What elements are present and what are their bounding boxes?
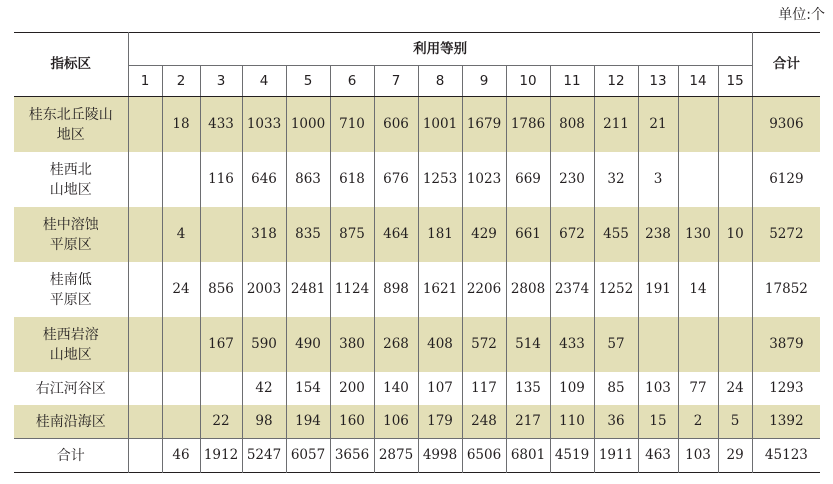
region-column-header: 指标区: [14, 33, 128, 97]
region-name-cell: [14, 439, 128, 473]
value-cell: [162, 317, 200, 372]
grade-header-10: 10: [506, 66, 550, 97]
value-cell: 140: [374, 372, 418, 405]
region-name-cell: [14, 97, 128, 153]
value-cell: [200, 207, 242, 262]
value-cell: 57: [594, 317, 638, 372]
value-cell: [718, 152, 752, 207]
value-cell: 107: [418, 372, 462, 405]
value-cell: [678, 317, 718, 372]
value-cell: 24: [162, 262, 200, 317]
region-name-cell: [14, 262, 128, 317]
grade-table: [14, 32, 820, 473]
grade-header-12: 12: [594, 66, 638, 97]
grade-header-7: 7: [374, 66, 418, 97]
region-name-line1: 合计: [56, 447, 85, 464]
value-cell: 2206: [462, 262, 506, 317]
value-cell: 1001: [418, 97, 462, 153]
value-cell: [128, 405, 162, 439]
value-cell: 898: [374, 262, 418, 317]
region-name-line2: 平原区: [49, 236, 92, 253]
value-cell: 661: [506, 207, 550, 262]
value-cell: 29: [718, 439, 752, 473]
region-name-cell: [14, 372, 128, 405]
value-cell: 672: [550, 207, 594, 262]
value-cell: 380: [330, 317, 374, 372]
value-cell: 103: [638, 372, 678, 405]
grade-header-1: 1: [128, 66, 162, 97]
value-cell: 160: [330, 405, 374, 439]
value-cell: 408: [418, 317, 462, 372]
value-cell: 135: [506, 372, 550, 405]
row-total-cell: 1392: [752, 405, 820, 439]
value-cell: 167: [200, 317, 242, 372]
grade-header-13: 13: [638, 66, 678, 97]
region-name-line1: 桂西北: [49, 161, 92, 178]
value-cell: 464: [374, 207, 418, 262]
value-cell: 32: [594, 152, 638, 207]
value-cell: 14: [678, 262, 718, 317]
value-cell: 109: [550, 372, 594, 405]
value-cell: 106: [374, 405, 418, 439]
value-cell: 18: [162, 97, 200, 153]
value-cell: 230: [550, 152, 594, 207]
value-cell: 2808: [506, 262, 550, 317]
region-name-line1: 桂西岩溶: [42, 326, 99, 343]
value-cell: 22: [200, 405, 242, 439]
value-cell: 5247: [242, 439, 286, 473]
value-cell: 433: [550, 317, 594, 372]
value-cell: 194: [286, 405, 330, 439]
value-cell: 4519: [550, 439, 594, 473]
value-cell: [200, 372, 242, 405]
value-cell: [162, 152, 200, 207]
value-cell: 211: [594, 97, 638, 153]
table-row: [14, 405, 820, 439]
value-cell: [638, 317, 678, 372]
value-cell: 1679: [462, 97, 506, 153]
grade-header-6: 6: [330, 66, 374, 97]
value-cell: 808: [550, 97, 594, 153]
value-cell: 4998: [418, 439, 462, 473]
value-cell: 856: [200, 262, 242, 317]
value-cell: 2: [678, 405, 718, 439]
value-cell: 238: [638, 207, 678, 262]
value-cell: 21: [638, 97, 678, 153]
value-cell: 1912: [200, 439, 242, 473]
grade-header-15: 15: [718, 66, 752, 97]
value-cell: 268: [374, 317, 418, 372]
value-cell: [128, 439, 162, 473]
value-cell: 179: [418, 405, 462, 439]
region-name-line2: 山地区: [49, 346, 92, 363]
value-cell: 1033: [242, 97, 286, 153]
value-cell: [128, 97, 162, 153]
table-row: [14, 372, 820, 405]
region-name-line1: 桂南低: [49, 271, 92, 288]
value-cell: 835: [286, 207, 330, 262]
table-row: [14, 97, 820, 153]
grade-header-5: 5: [286, 66, 330, 97]
value-cell: 15: [638, 405, 678, 439]
value-cell: 103: [678, 439, 718, 473]
value-cell: 2481: [286, 262, 330, 317]
region-name-line1: 桂东北丘陵山: [28, 106, 113, 123]
value-cell: 98: [242, 405, 286, 439]
value-cell: 863: [286, 152, 330, 207]
value-cell: 248: [462, 405, 506, 439]
value-cell: [162, 372, 200, 405]
value-cell: 6801: [506, 439, 550, 473]
value-cell: 110: [550, 405, 594, 439]
value-cell: 3: [638, 152, 678, 207]
table-row: [14, 207, 820, 262]
value-cell: 46: [162, 439, 200, 473]
value-cell: 3656: [330, 439, 374, 473]
unit-label: 单位:个: [778, 7, 825, 23]
region-name-line2: 地区: [56, 126, 85, 143]
value-cell: 181: [418, 207, 462, 262]
value-cell: 1621: [418, 262, 462, 317]
region-name-cell: [14, 317, 128, 372]
table-row: [14, 317, 820, 372]
value-cell: 191: [638, 262, 678, 317]
value-cell: [128, 207, 162, 262]
value-cell: 116: [200, 152, 242, 207]
value-cell: 1786: [506, 97, 550, 153]
value-cell: 117: [462, 372, 506, 405]
value-cell: 1253: [418, 152, 462, 207]
region-name-cell: [14, 207, 128, 262]
grade-header-3: 3: [200, 66, 242, 97]
value-cell: 4: [162, 207, 200, 262]
value-cell: 606: [374, 97, 418, 153]
total-column-header: 合计: [752, 33, 820, 97]
value-cell: 676: [374, 152, 418, 207]
region-name-line2: 平原区: [49, 291, 92, 308]
value-cell: 5: [718, 405, 752, 439]
row-total-cell: 3879: [752, 317, 820, 372]
value-cell: 2374: [550, 262, 594, 317]
value-cell: [678, 152, 718, 207]
value-cell: 490: [286, 317, 330, 372]
value-cell: [128, 317, 162, 372]
value-cell: 618: [330, 152, 374, 207]
value-cell: 669: [506, 152, 550, 207]
value-cell: 514: [506, 317, 550, 372]
grade-header-14: 14: [678, 66, 718, 97]
value-cell: 429: [462, 207, 506, 262]
value-cell: 2875: [374, 439, 418, 473]
table-row: [14, 152, 820, 207]
grade-header-2: 2: [162, 66, 200, 97]
region-name-cell: [14, 405, 128, 439]
value-cell: [678, 97, 718, 153]
region-name-line1: 桂中溶蚀: [42, 216, 99, 233]
value-cell: 1252: [594, 262, 638, 317]
value-cell: 77: [678, 372, 718, 405]
value-cell: 1023: [462, 152, 506, 207]
value-cell: 710: [330, 97, 374, 153]
table-row: [14, 262, 820, 317]
value-cell: [718, 317, 752, 372]
value-cell: 24: [718, 372, 752, 405]
value-cell: [718, 97, 752, 153]
value-cell: 10: [718, 207, 752, 262]
value-cell: 1124: [330, 262, 374, 317]
value-cell: 85: [594, 372, 638, 405]
value-cell: 2003: [242, 262, 286, 317]
value-cell: 1911: [594, 439, 638, 473]
value-cell: [718, 262, 752, 317]
value-cell: 875: [330, 207, 374, 262]
grade-header-4: 4: [242, 66, 286, 97]
value-cell: 455: [594, 207, 638, 262]
grade-group-header: 利用等别: [128, 33, 752, 66]
table-row: [14, 439, 820, 473]
value-cell: 42: [242, 372, 286, 405]
value-cell: 154: [286, 372, 330, 405]
value-cell: 6506: [462, 439, 506, 473]
value-cell: [128, 152, 162, 207]
row-total-cell: 1293: [769, 380, 804, 396]
value-cell: [128, 372, 162, 405]
value-cell: [128, 262, 162, 317]
value-cell: 590: [242, 317, 286, 372]
value-cell: 217: [506, 405, 550, 439]
grade-header-9: 9: [462, 66, 506, 97]
value-cell: 6057: [286, 439, 330, 473]
value-cell: [162, 405, 200, 439]
row-total-cell: 9306: [752, 97, 820, 153]
value-cell: 646: [242, 152, 286, 207]
value-cell: 318: [242, 207, 286, 262]
value-cell: 572: [462, 317, 506, 372]
row-total-cell: 17852: [764, 281, 808, 297]
value-cell: 130: [678, 207, 718, 262]
row-total-cell: 6129: [769, 171, 804, 187]
grade-header-8: 8: [418, 66, 462, 97]
value-cell: 433: [200, 97, 242, 153]
region-name-line1: 右江河谷区: [35, 380, 106, 397]
grade-header-11: 11: [550, 66, 594, 97]
row-total-cell: 5272: [752, 207, 820, 262]
region-name-line1: 桂南沿海区: [35, 413, 106, 430]
value-cell: 463: [638, 439, 678, 473]
region-name-cell: [14, 152, 128, 207]
value-cell: 36: [594, 405, 638, 439]
row-total-cell: 45123: [752, 439, 820, 473]
value-cell: 1000: [286, 97, 330, 153]
region-name-line2: 山地区: [49, 181, 92, 198]
value-cell: 200: [330, 372, 374, 405]
